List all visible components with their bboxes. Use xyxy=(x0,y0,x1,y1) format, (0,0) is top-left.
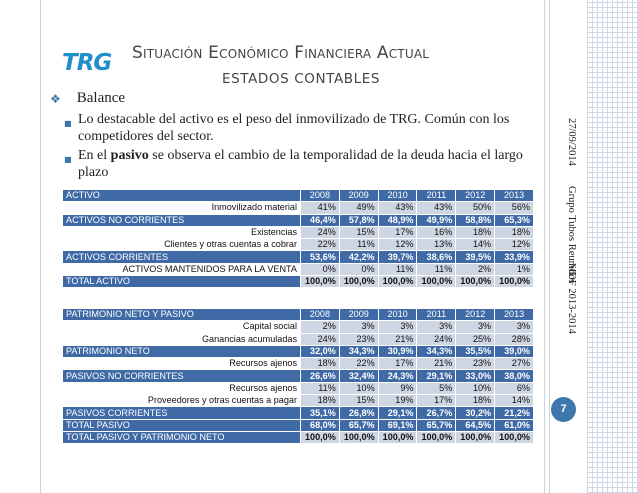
value-cell: 5% xyxy=(417,382,456,394)
value-cell: 34,3% xyxy=(339,345,378,357)
value-cell: 6% xyxy=(495,382,534,394)
logo-text: TRG xyxy=(62,50,112,76)
table-row xyxy=(63,239,534,251)
row-label: PASIVOS CORRIENTES xyxy=(63,407,301,419)
value-cell: 100,0% xyxy=(301,431,340,443)
value-cell: 0% xyxy=(301,263,340,275)
table-header-row xyxy=(63,190,534,202)
value-cell: 64,5% xyxy=(456,419,495,431)
table-row xyxy=(63,382,534,394)
value-cell: 100,0% xyxy=(495,431,534,443)
value-cell: 35,1% xyxy=(301,407,340,419)
sub-bullet-pasivo xyxy=(64,147,534,181)
row-label: Recursos ajenos xyxy=(63,382,301,394)
value-cell: 11% xyxy=(417,263,456,275)
value-cell: 1% xyxy=(495,263,534,275)
row-label: Inmovilizado material xyxy=(63,202,301,214)
row-label: Recursos ajenos xyxy=(63,358,301,370)
side-date: 27/09/2014 xyxy=(566,118,577,166)
table-row xyxy=(63,395,534,407)
value-cell: 100,0% xyxy=(378,276,417,288)
row-label: TOTAL PASIVO Y PATRIMONIO NETO xyxy=(63,431,301,443)
year-header: 2010 xyxy=(378,190,417,202)
year-header: 2011 xyxy=(417,309,456,321)
value-cell: 26,8% xyxy=(339,407,378,419)
value-cell: 16% xyxy=(417,226,456,238)
table-row xyxy=(63,407,534,419)
table-row xyxy=(63,202,534,214)
value-cell: 11% xyxy=(301,382,340,394)
activo-table xyxy=(62,189,534,288)
value-cell: 39,0% xyxy=(495,345,534,357)
year-header: 2013 xyxy=(495,309,534,321)
year-header: 2008 xyxy=(301,190,340,202)
value-cell: 100,0% xyxy=(495,276,534,288)
table-row xyxy=(63,263,534,275)
value-cell: 100,0% xyxy=(339,276,378,288)
value-cell: 2% xyxy=(456,263,495,275)
row-label: ACTIVOS NO CORRIENTES xyxy=(63,214,301,226)
value-cell: 32,0% xyxy=(301,345,340,357)
year-header: 2013 xyxy=(495,190,534,202)
value-cell: 14% xyxy=(456,239,495,251)
value-cell: 3% xyxy=(456,321,495,333)
row-label: ACTIVOS CORRIENTES xyxy=(63,251,301,263)
value-cell: 23% xyxy=(339,333,378,345)
value-cell: 12% xyxy=(495,239,534,251)
row-label: Existencias xyxy=(63,226,301,238)
table-row xyxy=(63,321,534,333)
side-group-name: Grupo Tubos Reunidos xyxy=(566,186,577,284)
year-header: 2009 xyxy=(339,309,378,321)
value-cell: 39,5% xyxy=(456,251,495,263)
value-cell: 22% xyxy=(339,358,378,370)
value-cell: 35,5% xyxy=(456,345,495,357)
value-cell: 17% xyxy=(417,395,456,407)
right-guide-line-2 xyxy=(549,0,550,493)
value-cell: 30,2% xyxy=(456,407,495,419)
value-cell: 65,7% xyxy=(417,419,456,431)
year-header: 2008 xyxy=(301,309,340,321)
value-cell: 23% xyxy=(456,358,495,370)
value-cell: 43% xyxy=(378,202,417,214)
value-cell: 100,0% xyxy=(339,431,378,443)
value-cell: 68,0% xyxy=(301,419,340,431)
table-row xyxy=(63,345,534,357)
year-header: 2011 xyxy=(417,190,456,202)
value-cell: 38,0% xyxy=(495,370,534,382)
value-cell: 38,6% xyxy=(417,251,456,263)
value-cell: 65,7% xyxy=(339,419,378,431)
value-cell: 33,9% xyxy=(495,251,534,263)
row-label: Proveedores y otras cuentas a pagar xyxy=(63,395,301,407)
slide-title: Situación Económico Financiera Actual xyxy=(132,43,430,63)
sub-bullet-pasivo-text: En el pasivo se observa el cambio de la temporalidad de la deuda hacia el largo plazo xyxy=(78,148,523,180)
value-cell: 21% xyxy=(378,333,417,345)
value-cell: 69,1% xyxy=(378,419,417,431)
table-row xyxy=(63,276,534,288)
page-number-badge: 7 xyxy=(551,397,576,422)
value-cell: 21,2% xyxy=(495,407,534,419)
value-cell: 27% xyxy=(495,358,534,370)
value-cell: 26,7% xyxy=(417,407,456,419)
value-cell: 46,4% xyxy=(301,214,340,226)
value-cell: 49% xyxy=(339,202,378,214)
value-cell: 61,0% xyxy=(495,419,534,431)
table-header-row xyxy=(63,309,534,321)
value-cell: 100,0% xyxy=(456,276,495,288)
value-cell: 3% xyxy=(495,321,534,333)
value-cell: 9% xyxy=(378,382,417,394)
year-header: 2012 xyxy=(456,190,495,202)
grid-pattern-strip xyxy=(587,0,638,493)
value-cell: 29,1% xyxy=(417,370,456,382)
value-cell: 39,7% xyxy=(378,251,417,263)
value-cell: 21% xyxy=(417,358,456,370)
value-cell: 42,2% xyxy=(339,251,378,263)
side-course-name: MDF 2013-2014 xyxy=(566,263,577,334)
value-cell: 100,0% xyxy=(456,431,495,443)
table-row xyxy=(63,333,534,345)
value-cell: 17% xyxy=(378,226,417,238)
value-cell: 48,9% xyxy=(378,214,417,226)
value-cell: 0% xyxy=(339,263,378,275)
value-cell: 33,0% xyxy=(456,370,495,382)
value-cell: 18% xyxy=(301,358,340,370)
row-label: Capital social xyxy=(63,321,301,333)
sub-bullet-activo xyxy=(64,111,534,145)
value-cell: 13% xyxy=(417,239,456,251)
value-cell: 30,9% xyxy=(378,345,417,357)
row-label: ACTIVOS MANTENIDOS PARA LA VENTA xyxy=(63,263,301,275)
table-row xyxy=(63,419,534,431)
table-header-label: ACTIVO xyxy=(63,190,301,202)
value-cell: 57,8% xyxy=(339,214,378,226)
value-cell: 3% xyxy=(339,321,378,333)
value-cell: 26,6% xyxy=(301,370,340,382)
value-cell: 100,0% xyxy=(378,431,417,443)
row-label: PASIVOS NO CORRIENTES xyxy=(63,370,301,382)
value-cell: 56% xyxy=(495,202,534,214)
value-cell: 10% xyxy=(456,382,495,394)
value-cell: 15% xyxy=(339,395,378,407)
value-cell: 18% xyxy=(301,395,340,407)
value-cell: 22% xyxy=(301,239,340,251)
table-row xyxy=(63,358,534,370)
value-cell: 28% xyxy=(495,333,534,345)
value-cell: 58,8% xyxy=(456,214,495,226)
bullet-square-icon: ■ xyxy=(64,119,72,128)
table-row xyxy=(63,431,534,443)
table-row xyxy=(63,214,534,226)
value-cell: 49,9% xyxy=(417,214,456,226)
year-header: 2010 xyxy=(378,309,417,321)
value-cell: 10% xyxy=(339,382,378,394)
table-row xyxy=(63,370,534,382)
row-label: Ganancias acumuladas xyxy=(63,333,301,345)
bullet-diamond-icon: ❖ xyxy=(50,91,61,106)
value-cell: 3% xyxy=(417,321,456,333)
value-cell: 32,4% xyxy=(339,370,378,382)
value-cell: 19% xyxy=(378,395,417,407)
year-header: 2009 xyxy=(339,190,378,202)
row-label: Clientes y otras cuentas a cobrar xyxy=(63,239,301,251)
pasivo-table xyxy=(62,308,534,444)
value-cell: 11% xyxy=(378,263,417,275)
table-row xyxy=(63,226,534,238)
value-cell: 24% xyxy=(301,333,340,345)
value-cell: 18% xyxy=(495,226,534,238)
value-cell: 50% xyxy=(456,202,495,214)
value-cell: 18% xyxy=(456,226,495,238)
value-cell: 12% xyxy=(378,239,417,251)
bullet-square-icon: ■ xyxy=(64,155,72,164)
value-cell: 41% xyxy=(301,202,340,214)
table-header-label: PATRIMONIO NETO Y PASIVO xyxy=(63,309,301,321)
value-cell: 18% xyxy=(456,395,495,407)
table-row xyxy=(63,251,534,263)
trg-logo xyxy=(62,50,114,78)
value-cell: 43% xyxy=(417,202,456,214)
row-label: TOTAL ACTIVO xyxy=(63,276,301,288)
bullet-balance xyxy=(50,90,125,107)
value-cell: 3% xyxy=(378,321,417,333)
value-cell: 25% xyxy=(456,333,495,345)
value-cell: 24% xyxy=(417,333,456,345)
value-cell: 34,3% xyxy=(417,345,456,357)
value-cell: 15% xyxy=(339,226,378,238)
value-cell: 100,0% xyxy=(301,276,340,288)
pasivo-emphasis: pasivo xyxy=(110,148,149,163)
value-cell: 24,3% xyxy=(378,370,417,382)
year-header: 2012 xyxy=(456,309,495,321)
slide-subtitle: ESTADOS CONTABLES xyxy=(222,71,381,87)
sub-bullet-activo-text: Lo destacable del activo es el peso del inmovilizado de TRG. Común con los competidores del sector. xyxy=(78,112,510,144)
row-label: PATRIMONIO NETO xyxy=(63,345,301,357)
value-cell: 53,6% xyxy=(301,251,340,263)
value-cell: 24% xyxy=(301,226,340,238)
value-cell: 100,0% xyxy=(417,431,456,443)
value-cell: 2% xyxy=(301,321,340,333)
value-cell: 11% xyxy=(339,239,378,251)
bullet-balance-text: Balance xyxy=(76,90,126,106)
value-cell: 29,1% xyxy=(378,407,417,419)
value-cell: 14% xyxy=(495,395,534,407)
row-label: TOTAL PASIVO xyxy=(63,419,301,431)
value-cell: 65,3% xyxy=(495,214,534,226)
right-guide-line xyxy=(544,0,545,493)
left-guide-line xyxy=(40,0,41,493)
value-cell: 17% xyxy=(378,358,417,370)
value-cell: 100,0% xyxy=(417,276,456,288)
